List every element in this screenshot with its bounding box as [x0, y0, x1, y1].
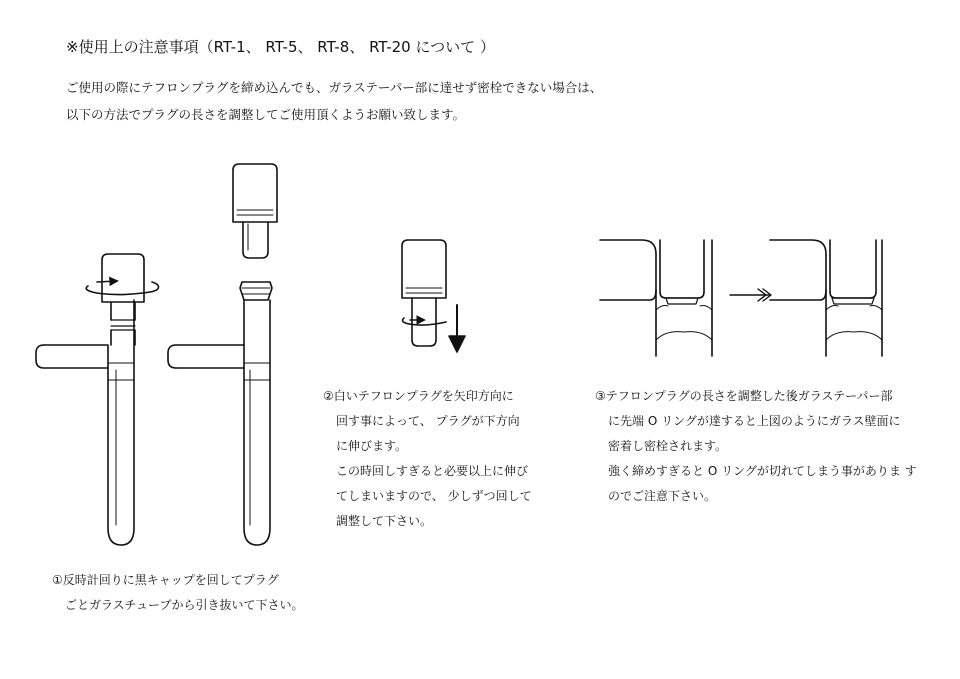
- step2-line: ②白いテフロンプラグを矢印方向に: [323, 389, 514, 403]
- step2-line: 回す事によって、 プラグが下方向: [336, 414, 520, 428]
- intro-line: ご使用の際にテフロンプラグを締め込んでも、ガラステーパー部に達せず密栓できない場合は、: [66, 80, 603, 95]
- intro-line: 以下の方法でプラグの長さを調整してご使用頂くようお願い致します。: [66, 107, 466, 122]
- step2-line: てしまいますので、 少しずつ回して: [336, 489, 532, 503]
- step1-line: ①反時計回りに黒キャップを回してプラグ: [52, 573, 279, 587]
- step3-line: ③テフロンプラグの長さを調整した後ガラステーパー部: [595, 389, 893, 403]
- step2-text: [323, 384, 532, 534]
- step1-text: [52, 568, 303, 618]
- step3-line: 強く締めすぎると O リングが切れてしまう事がありま す: [608, 464, 917, 478]
- figure-plug-extend: [402, 240, 465, 352]
- page-title: ※使用上の注意事項（RT-1、 RT-5、 RT-8、 RT-20 について ）: [66, 38, 495, 56]
- step2-line: 調整して下さい。: [336, 514, 433, 528]
- figure-assembled-tube-with-cap: [36, 254, 159, 545]
- step3-line: のでご注意下さい。: [608, 489, 717, 503]
- rotation-arrow-icon: [402, 318, 446, 325]
- step3-line: 密着し密栓されます。: [608, 439, 728, 453]
- figure-seal-after: [770, 240, 882, 356]
- step3-text: [595, 384, 917, 509]
- step3-line: に先端 O リングが達すると上図のようにガラス壁面に: [608, 414, 901, 428]
- step2-line: に伸びます。: [336, 439, 408, 453]
- step2-line: この時回しすぎると必要以上に伸び: [336, 464, 529, 478]
- figure-plug-removed: [168, 164, 277, 545]
- figure-seal-before: [600, 240, 712, 356]
- step1-line: ごとガラスチューブから引き抜いて下さい。: [65, 598, 304, 612]
